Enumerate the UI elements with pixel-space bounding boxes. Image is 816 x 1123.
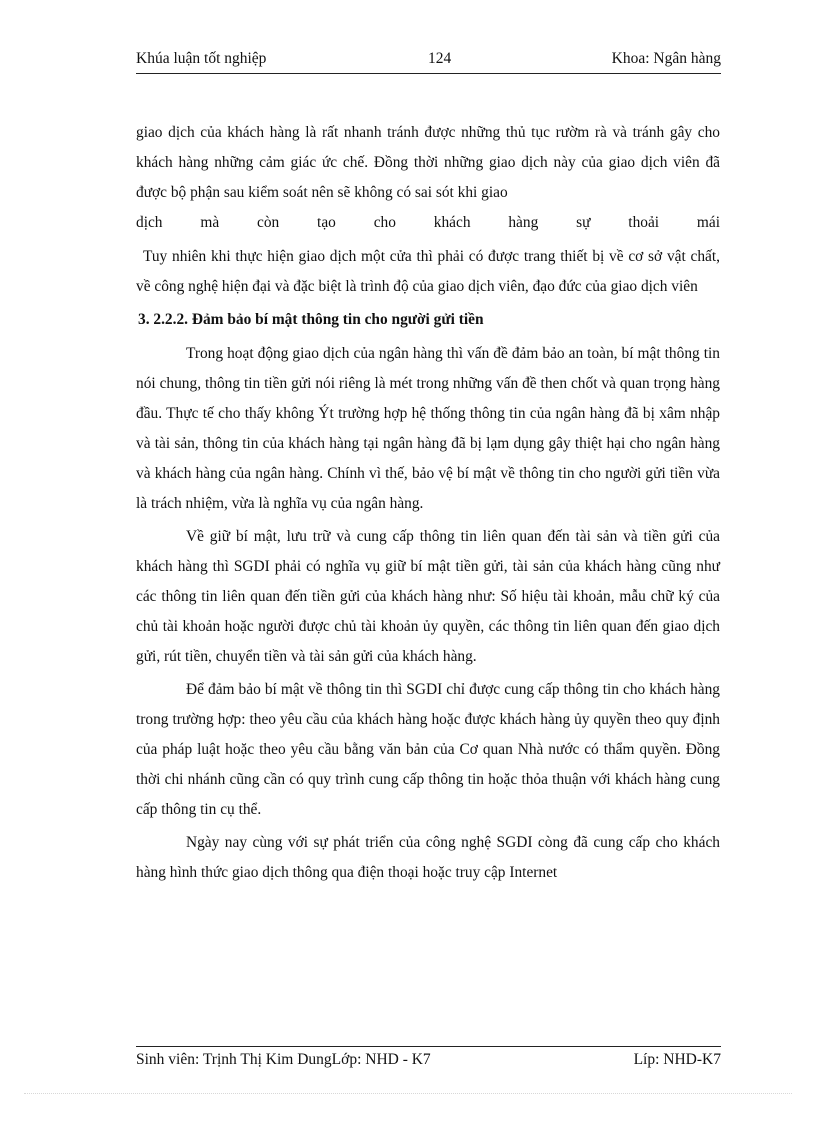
page-number: 124 [428, 50, 452, 67]
page-edge-dotted-line [24, 1093, 792, 1094]
header-divider [136, 73, 721, 74]
page-body [136, 118, 720, 891]
body-paragraph-2: Về giữ bí mật, lưu trữ và cung cấp thông tin liên quan đến tài sản và tiền gửi của khách hàng thì SGDI phải có nghĩa vụ giữ bí mật tiền gửi, tài sản của khách hàng cũng như các thông tin liên quan đến tiền gửi của khách hàng như: Số hiệu tài khoản, mẫu chữ ký của chủ tài khoản hoặc người được chủ tài khoản ủy quyền, các thông tin liên quan đến giao dịch gửi, rút tiền, chuyển tiền và tài sản gửi của khách hàng. [136, 528, 720, 665]
footer-divider [136, 1046, 721, 1047]
section-heading: 3. 2.2.2. Đảm bảo bí mật thông tin cho người gửi tiền [138, 311, 484, 328]
footer-student-label: Sinh viên: Trịnh Thị Kim DungLớp: NHD - K7 [136, 1051, 431, 1068]
one-stop-transaction-paragraph: Tuy nhiên khi thực hiện giao dịch một cửa thì phải có được trang thiết bị về cơ sở vật chất, về công nghệ hiện đại và đặc biệt là trình độ của giao dịch viên, đạo đức của giao dịch viên [136, 248, 720, 295]
page-footer [136, 1051, 721, 1073]
header-thesis-label: Khúa luận tốt nghiệp [136, 50, 267, 67]
page-header [136, 50, 721, 72]
header-faculty-label: Khoa: Ngân hàng [611, 50, 721, 67]
footer-class-label: Líp: NHD-K7 [633, 1051, 721, 1068]
intro-paragraph-text: giao dịch của khách hàng là rất nhanh tránh được những thủ tục rườm rà và tránh gây cho khách hàng những cảm giác ức chế. Đồng thời những giao dịch này của giao dịch viên đã được bộ phận sau kiểm soát nên sẽ không có sai sót khi giao [136, 124, 720, 201]
body-paragraph-4: Ngày nay cùng với sự phát triển của công nghệ SGDI còng đã cung cấp cho khách hàng hình thức giao dịch thông qua điện thoại hoặc truy cập Internet [136, 834, 720, 881]
intro-paragraph [136, 118, 720, 238]
body-paragraph-3: Để đảm bảo bí mật về thông tin thì SGDI chỉ được cung cấp thông tin cho khách hàng trong trường hợp: theo yêu cầu của khách hàng hoặc được khách hàng ủy quyền theo quy định của pháp luật hoặc theo yêu cầu bằng văn bản của Cơ quan Nhà nước có thẩm quyền. Đồng thời chi nhánh cũng cần có quy trình cung cấp thông tin hoặc thỏa thuận với khách hàng cung cấp thông tin cụ thể. [136, 681, 720, 818]
intro-paragraph-last-line: dịch mà còn tạo cho khách hàng sự thoải mái [136, 214, 720, 231]
body-paragraph-1: Trong hoạt động giao dịch của ngân hàng thì vấn đề đảm bảo an toàn, bí mật thông tin nói chung, thông tin tiền gửi nói riêng là mét trong những vấn đề then chốt và quan trọng hàng đầu. Thực tế cho thấy không Ýt trường hợp hệ thống thông tin của ngân hàng đã bị xâm nhập và tài sản, thông tin của khách hàng tại ngân hàng đã bị lạm dụng gây thiệt hại cho ngân hàng và khách hàng của ngân hàng. Chính vì thế, bảo vệ bí mật về thông tin cho người gửi tiền vừa là trách nhiệm, vừa là nghĩa vụ của ngân hàng. [136, 345, 720, 512]
